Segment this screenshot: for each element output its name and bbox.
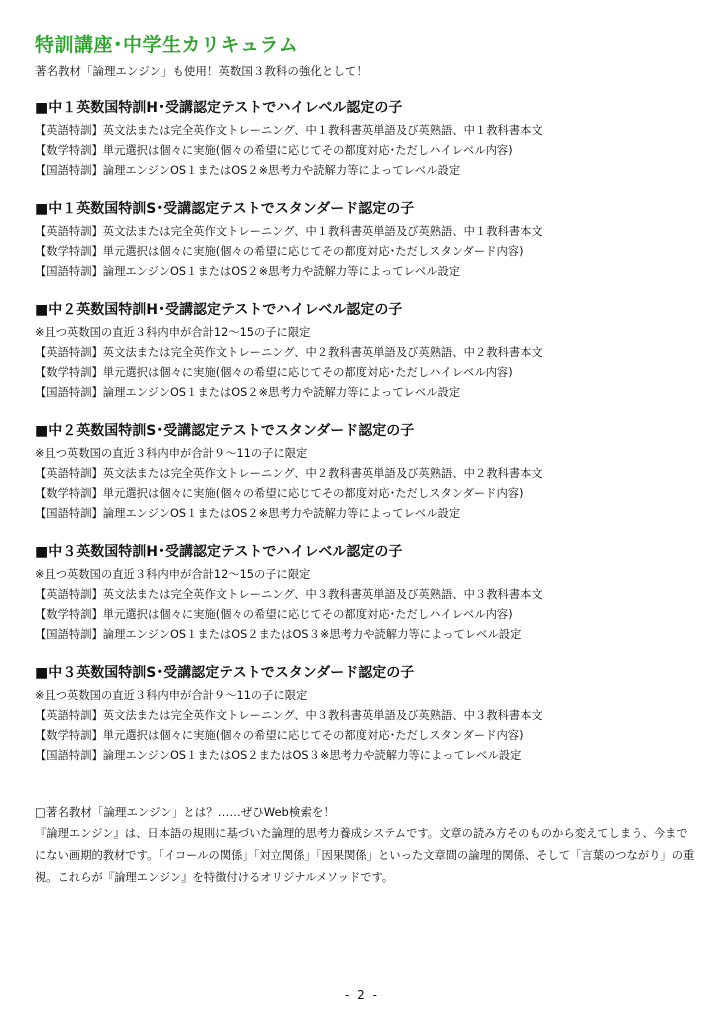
section-line: 【数学特訓】単元選択は個々に実施(個々の希望に応じてその都度対応･ただしハイレベル内容): [35, 366, 513, 379]
section-line: 【英語特訓】英文法または完全英作文トレーニング、中２教科書英単語及び英熟語、中２教科書本文: [35, 467, 543, 480]
section-line: 【数学特訓】単元選択は個々に実施(個々の希望に応じてその都度対応･ただしスタンダード内容): [35, 245, 524, 258]
page-subtitle: 著名教材「論理エンジン」も使用！英数国３教科の強化として！: [35, 64, 368, 78]
section-condition: ※且つ英数国の直近３科内申が合計９～11の子に限定: [35, 689, 308, 702]
section-grade2-standard: [35, 420, 695, 524]
section-grade1-standard: [35, 198, 695, 282]
section-grade3-high: [35, 541, 695, 645]
section-line: 【数学特訓】単元選択は個々に実施(個々の希望に応じてその都度対応･ただしスタンダード内容): [35, 729, 524, 742]
section-heading: ■中１英数国特訓S･受講認定テストでスタンダード認定の子: [35, 201, 415, 217]
note-block: [35, 801, 695, 889]
note-heading: □著名教材「論理エンジン」とは？……ぜひWeb検索を！: [35, 805, 335, 819]
section-heading: ■中２英数国特訓S･受講認定テストでスタンダード認定の子: [35, 423, 415, 439]
section-line: 【国語特訓】論理エンジンOS１またはOS２※思考力や読解力等によってレベル設定: [35, 386, 461, 399]
section-grade3-standard: [35, 662, 695, 766]
section-grade2-high: [35, 299, 695, 403]
section-line: 【英語特訓】英文法または完全英作文トレーニング、中３教科書英単語及び英熟語、中３教科書本文: [35, 588, 543, 601]
section-line: 【国語特訓】論理エンジンOS１またはOS２※思考力や読解力等によってレベル設定: [35, 507, 461, 520]
section-line: 【英語特訓】英文法または完全英作文トレーニング、中３教科書英単語及び英熟語、中３教科書本文: [35, 709, 543, 722]
section-grade1-high: [35, 97, 695, 181]
page-number: - 2 -: [345, 988, 379, 1002]
section-line: 【国語特訓】論理エンジンOS１またはOS２またはOS３※思考力や読解力等によってレベル設定: [35, 749, 522, 762]
section-condition: ※且つ英数国の直近３科内申が合計12～15の子に限定: [35, 568, 311, 581]
section-heading: ■中１英数国特訓H･受講認定テストでハイレベル認定の子: [35, 100, 403, 116]
section-line: 【数学特訓】単元選択は個々に実施(個々の希望に応じてその都度対応･ただしスタンダード内容): [35, 487, 524, 500]
section-heading: ■中２英数国特訓H･受講認定テストでハイレベル認定の子: [35, 302, 403, 318]
section-line: 【国語特訓】論理エンジンOS１またはOS２※思考力や読解力等によってレベル設定: [35, 265, 461, 278]
section-line: 【数学特訓】単元選択は個々に実施(個々の希望に応じてその都度対応･ただしハイレベル内容): [35, 144, 513, 157]
section-condition: ※且つ英数国の直近３科内申が合計12～15の子に限定: [35, 326, 311, 339]
section-heading: ■中３英数国特訓S･受講認定テストでスタンダード認定の子: [35, 665, 415, 681]
section-line: 【英語特訓】英文法または完全英作文トレーニング、中２教科書英単語及び英熟語、中２教科書本文: [35, 346, 543, 359]
section-line: 【英語特訓】英文法または完全英作文トレーニング、中１教科書英単語及び英熟語、中１教科書本文: [35, 124, 543, 137]
section-line: 【英語特訓】英文法または完全英作文トレーニング、中１教科書英単語及び英熟語、中１教科書本文: [35, 225, 543, 238]
page-title: 特訓講座･中学生カリキュラム: [35, 34, 299, 56]
note-paragraph: 『論理エンジン』は、日本語の規則に基づいた論理的思考力養成システムです。文章の読み方そのものから変えてしまう、今までにない画期的教材です。「イコールの関係」「対立関係」「因果関係」といった文章間の論理的関係、そして「言葉のつながり」の重視。これらが『論理エンジン』を特徴付けるオリジナルメソッドです。: [35, 827, 695, 884]
section-condition: ※且つ英数国の直近３科内申が合計９～11の子に限定: [35, 447, 308, 460]
section-line: 【数学特訓】単元選択は個々に実施(個々の希望に応じてその都度対応･ただしハイレベル内容): [35, 608, 513, 621]
section-line: 【国語特訓】論理エンジンOS１またはOS２またはOS３※思考力や読解力等によってレベル設定: [35, 628, 522, 641]
section-heading: ■中３英数国特訓H･受講認定テストでハイレベル認定の子: [35, 544, 403, 560]
curriculum-sections: [35, 97, 695, 783]
section-line: 【国語特訓】論理エンジンOS１またはOS２※思考力や読解力等によってレベル設定: [35, 164, 461, 177]
